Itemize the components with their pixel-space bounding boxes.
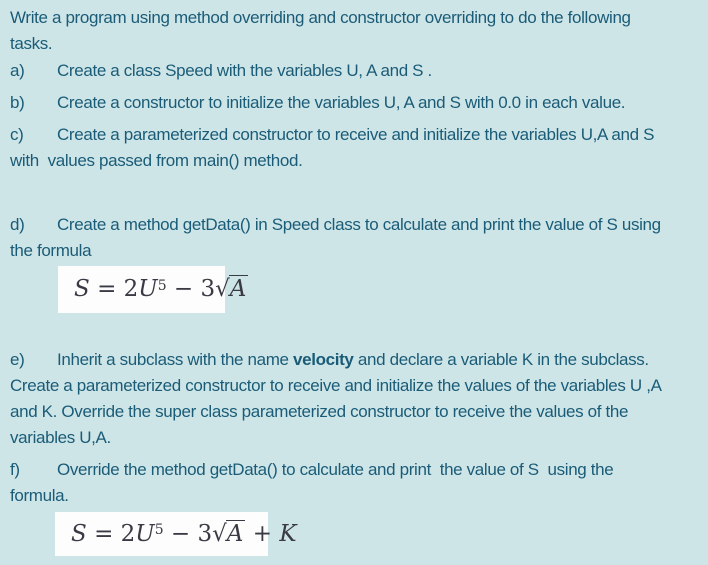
item-f-label: f) [10, 460, 20, 479]
formula-d-base: U [138, 276, 158, 302]
item-f [10, 457, 700, 509]
item-e [10, 347, 700, 451]
item-d-label: d) [10, 215, 25, 234]
formula-f-base: U [135, 520, 155, 547]
formula-f-exponent: 5 [154, 522, 164, 539]
formula-d-lhs: S [74, 276, 90, 302]
item-c-line-2: with values passed from main() method. [10, 151, 303, 170]
item-f-text-1: Override the method getData() to calculate and print the value of S using the [57, 460, 614, 479]
formula-d-eq: = 2 [89, 276, 139, 302]
formula-d-exponent: 5 [157, 277, 167, 294]
item-e-line-2: Create a parameterized constructor to receive and initialize the values of the variables U ,A [10, 376, 662, 395]
item-a-line-1 [10, 58, 700, 84]
formula-f-lhs: S [71, 520, 87, 547]
formula-d [74, 278, 248, 301]
item-c-text-1: Create a parameterized constructor to receive and initialize the variables U,A and S [57, 125, 655, 144]
radical-icon: √ [212, 520, 227, 547]
item-e-label: e) [10, 350, 25, 369]
item-e-text-pre: Inherit a subclass with the name [57, 350, 294, 369]
formula-d-radicand: A [229, 276, 247, 302]
item-e-line-4: variables U,A. [10, 428, 111, 447]
item-a-label: a) [10, 61, 25, 80]
item-b [10, 90, 700, 116]
formula-f [71, 520, 297, 547]
item-c-label: c) [10, 125, 24, 144]
item-c-line-1 [10, 122, 700, 148]
item-d [10, 212, 700, 264]
intro-paragraph [10, 5, 700, 57]
item-e-line-1 [10, 347, 700, 373]
formula-f-eq: = 2 [86, 520, 136, 547]
formula-f-minus: − 3 [163, 520, 213, 547]
item-e-line-3: and K. Override the super class parameterized constructor to receive the values of the [10, 402, 629, 421]
item-e-text-bold: velocity [293, 350, 354, 369]
item-d-text-1: Create a method getData() in Speed class to calculate and print the value of S using [57, 215, 661, 234]
item-e-text-post: and declare a variable K in the subclass. [353, 350, 649, 369]
formula-box-f [55, 512, 297, 556]
item-d-line-2: the formula [10, 241, 92, 260]
item-f-line-2: formula. [10, 486, 69, 505]
item-a-text: Create a class Speed with the variables U, A and S . [57, 61, 432, 80]
intro-line-1: Write a program using method overriding and constructor overriding to do the following [10, 8, 631, 27]
item-a [10, 58, 700, 84]
formula-f-plus: + [245, 520, 280, 547]
item-f-line-1 [10, 457, 700, 483]
item-b-text: Create a constructor to initialize the variables U, A and S with 0.0 in each value. [57, 93, 626, 112]
formula-f-radicand: A [226, 520, 244, 547]
item-b-label: b) [10, 93, 25, 112]
formula-d-minus: − 3 [166, 276, 216, 302]
intro-line-2: tasks. [10, 34, 53, 53]
formula-box-d [58, 266, 247, 313]
radical-icon: √ [215, 276, 230, 302]
formula-f-k-term: K [279, 520, 297, 547]
item-b-line-1 [10, 90, 700, 116]
item-d-line-1 [10, 212, 700, 238]
item-c [10, 122, 700, 174]
